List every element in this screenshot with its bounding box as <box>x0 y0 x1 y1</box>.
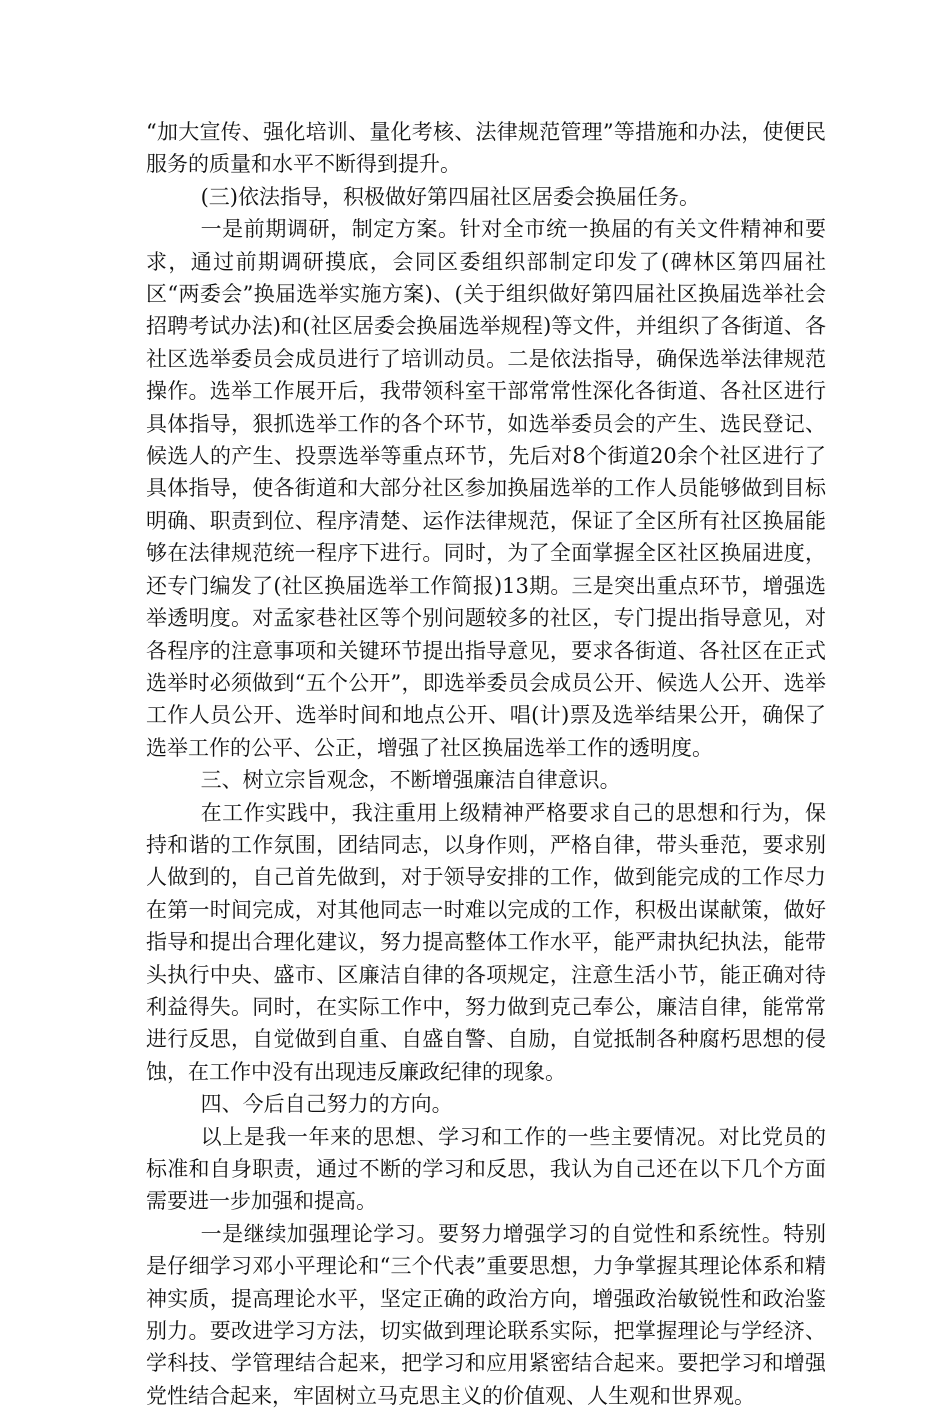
paragraph-2: (三)依法指导，积极做好第四届社区居委会换届任务。 <box>200 184 700 209</box>
section-heading-4: 四、今后自己努力的方向。 <box>200 1092 453 1117</box>
paragraph-1: “加大宣传、强化培训、量化考核、法律规范管理”等措施和办法，使便民服务的质量和水平不断得到提升。 <box>146 120 826 177</box>
paragraph-8: 一是继续加强理论学习。要努力增强学习的自觉性和系统性。特别是仔细学习邓小平理论和“三个代表”重要思想，力争掌握其理论体系和精神实质，提高理论水平，坚定正确的政治方向，增强政治敏锐性和政治鉴别力。要改进学习方法，切实做到理论联系实际，把掌握理论与学经济、学科技、学管理结合起来，把学习和应用紧密结合起来。要把学习和增强党性结合起来，牢固树立马克思主义的价值观、人生观和世界观。 <box>146 1221 826 1408</box>
paragraph-3: 一是前期调研，制定方案。针对全市统一换届的有关文件精神和要求，通过前期调研摸底，会同区委组织部制定印发了(碑林区第四届社区“两委会”换届选举实施方案)、(关于组织做好第四届社区换届选举社会招聘考试办法)和(社区居委会换届选举规程)等文件，并组织了各街道、各社区选举委员会成员进行了培训动员。二是依法指导，确保选举法律规范操作。选举工作展开后，我带领科室干部常常性深化各街道、各社区进行具体指导，狠抓选举工作的各个环节，如选举委员会的产生、选民登记、候选人的产生、投票选举等重点环节，先后对8个街道20余个社区进行了具体指导，使各街道和大部分社区参加换届选举的工作人员能够做到目标明确、职责到位、程序清楚、运作法律规范，保证了全区所有社区换届能够在法律规范统一程序下进行。同时，为了全面掌握全区社区换届进度，还专门编发了(社区换届选举工作简报)13期。三是突出重点环节，增强选举透明度。对孟家巷社区等个别问题较多的社区，专门提出指导意见，对各程序的注意事项和关键环节提出指导意见，要求各街道、各社区在正式选举时必须做到“五个公开”，即选举委员会成员公开、候选人公开、选举工作人员公开、选举时间和地点公开、唱(计)票及选举结果公开，确保了选举工作的公平、公正，增强了社区换届选举工作的透明度。 <box>146 217 826 760</box>
paragraph-5: 在工作实践中，我注重用上级精神严格要求自己的思想和行为，保持和谐的工作氛围，团结同志，以身作则，严格自律，带头垂范，要求别人做到的，自己首先做到，对于领导安排的工作，做到能完成的工作尽力在第一时间完成，对其他同志一时难以完成的工作，积极出谋献策，做好指导和提出合理化建议，努力提高整体工作水平，能严肃执纪执法，能带头执行中央、盛市、区廉洁自律的各项规定，注意生活小节，能正确对待利益得失。同时，在实际工作中，努力做到克己奉公，廉洁自律，能常常进行反思，自觉做到自重、自盛自警、自励，自觉抵制各种腐朽思想的侵蚀，在工作中没有出现违反廉政纪律的现象。 <box>146 800 826 1084</box>
paragraph-7: 以上是我一年来的思想、学习和工作的一些主要情况。对比党员的标准和自身职责，通过不断的学习和反思，我认为自己还在以下几个方面需要进一步加强和提高。 <box>146 1124 826 1214</box>
section-heading-3: 三、树立宗旨观念，不断增强廉洁自律意识。 <box>200 768 621 793</box>
document-page <box>146 116 826 1412</box>
